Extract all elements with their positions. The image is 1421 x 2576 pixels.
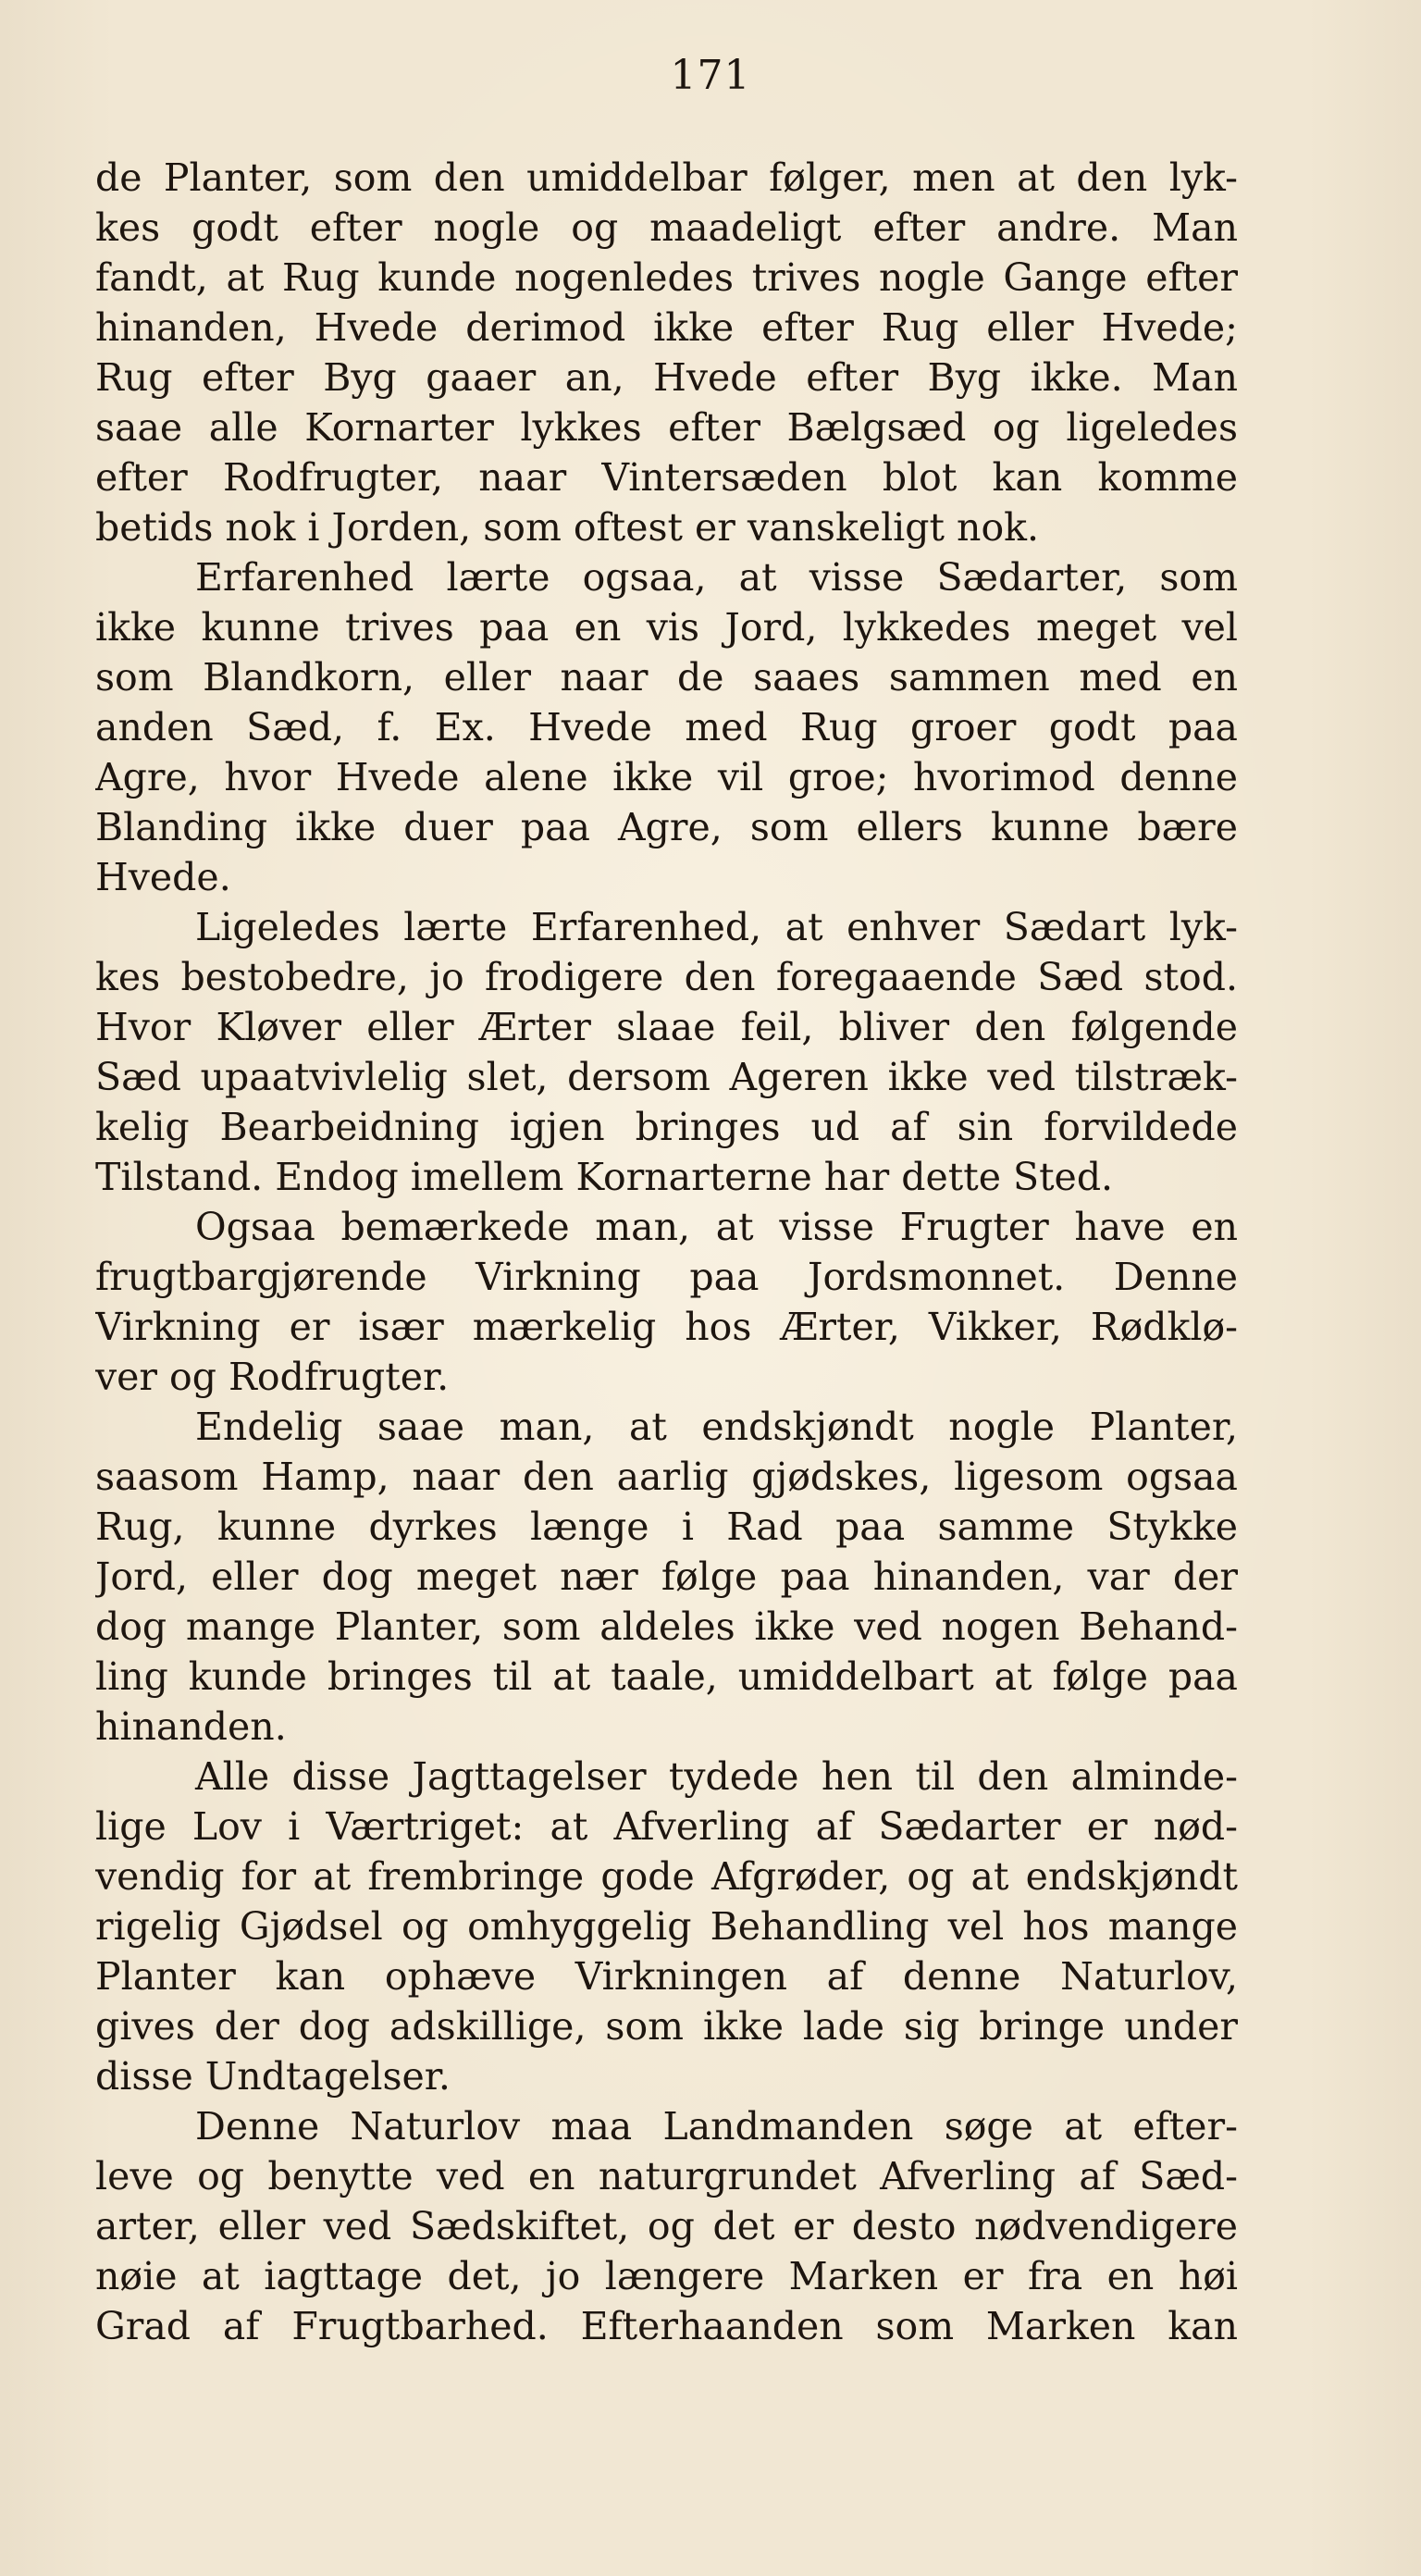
text-line: Sæd upaatvivlelig slet, dersom Ageren ikke ved tilstræk- bbox=[95, 1055, 1238, 1099]
text-line: saae alle Kornarter lykkes efter Bælgsæd og ligeledes bbox=[95, 405, 1238, 450]
text-line: anden Sæd, f. Ex. Hvede med Rug groer godt paa bbox=[95, 705, 1238, 749]
text-line: leve og benytte ved en naturgrundet Afverling af Sæd- bbox=[95, 2154, 1238, 2198]
text-line: fandt, at Rug kunde nogenledes trives nogle Gange efter bbox=[95, 255, 1238, 300]
text-line: Tilstand. Endog imellem Kornarterne har dette Sted. bbox=[95, 1155, 1114, 1199]
text-line: betids nok i Jorden, som oftest er vanskeligt nok. bbox=[95, 505, 1040, 550]
text-line: Grad af Frugtbarhed. Efterhaanden som Marken kan bbox=[95, 2304, 1238, 2348]
text-line: kes godt efter nogle og maadeligt efter andre. Man bbox=[95, 205, 1238, 250]
text-line: Blanding ikke duer paa Agre, som ellers kunne bære bbox=[95, 805, 1238, 849]
text-line: disse Undtagelser. bbox=[95, 2054, 451, 2099]
page-number: 171 bbox=[670, 52, 751, 99]
text-line: nøie at iagttage det, jo længere Marken er fra en høi bbox=[95, 2254, 1238, 2298]
text-line: frugtbargjørende Virkning paa Jordsmonnet. Denne bbox=[95, 1255, 1238, 1299]
text-line: ver og Rodfrugter. bbox=[95, 1355, 450, 1399]
text-line: kes bestobedre, jo frodigere den foregaaende Sæd stod. bbox=[95, 955, 1238, 999]
text-line: Hvede. bbox=[95, 855, 231, 899]
text-line: som Blandkorn, eller naar de saaes sammen med en bbox=[95, 655, 1238, 700]
text-line: Planter kan ophæve Virkningen af denne Naturlov, bbox=[95, 1954, 1238, 1999]
text-line: ling kunde bringes til at taale, umiddelbart at følge paa bbox=[95, 1654, 1238, 1699]
text-line: Erfarenhed lærte ogsaa, at visse Sædarter, som bbox=[195, 555, 1238, 600]
text-line: arter, eller ved Sædskiftet, og det er desto nødvendigere bbox=[95, 2204, 1238, 2248]
text-line: Jord, eller dog meget nær følge paa hinanden, var der bbox=[95, 1554, 1238, 1599]
text-line: Rug efter Byg gaaer an, Hvede efter Byg ikke. Man bbox=[95, 355, 1238, 400]
text-line: Hvor Kløver eller Ærter slaae feil, bliver den følgende bbox=[95, 1005, 1238, 1049]
text-line: Rug, kunne dyrkes længe i Rad paa samme Stykke bbox=[95, 1505, 1238, 1549]
text-line: dog mange Planter, som aldeles ikke ved nogen Behand- bbox=[95, 1604, 1238, 1649]
text-line: Virkning er især mærkelig hos Ærter, Vikker, Rødklø- bbox=[95, 1305, 1238, 1349]
text-line: kelig Bearbeidning igjen bringes ud af sin forvildede bbox=[95, 1105, 1238, 1149]
text-line: ikke kunne trives paa en vis Jord, lykkedes meget vel bbox=[95, 605, 1238, 650]
text-line: gives der dog adskillige, som ikke lade sig bringe under bbox=[95, 2004, 1238, 2049]
text-line: de Planter, som den umiddelbar følger, men at den lyk- bbox=[95, 155, 1238, 200]
text-line: Denne Naturlov maa Landmanden søge at efter- bbox=[195, 2104, 1238, 2149]
text-line: Agre, hvor Hvede alene ikke vil groe; hvorimod denne bbox=[95, 755, 1238, 799]
text-line: hinanden. bbox=[95, 1704, 287, 1749]
text-line: lige Lov i Værtriget: at Afverling af Sædarter er nød- bbox=[95, 1804, 1238, 1849]
text-line: Alle disse Jagttagelser tydede hen til den alminde- bbox=[195, 1754, 1238, 1799]
body-text bbox=[95, 153, 1238, 2351]
text-line: vendig for at frembringe gode Afgrøder, og at endskjøndt bbox=[95, 1854, 1238, 1899]
text-line: hinanden, Hvede derimod ikke efter Rug eller Hvede; bbox=[95, 305, 1238, 350]
text-line: Endelig saae man, at endskjøndt nogle Planter, bbox=[195, 1405, 1238, 1449]
text-line: efter Rodfrugter, naar Vintersæden blot kan komme bbox=[95, 455, 1238, 500]
text-line: Ogsaa bemærkede man, at visse Frugter have en bbox=[195, 1205, 1238, 1249]
text-line: Ligeledes lærte Erfarenhed, at enhver Sædart lyk- bbox=[195, 905, 1238, 949]
text-line: rigelig Gjødsel og omhyggelig Behandling vel hos mange bbox=[95, 1904, 1238, 1949]
text-line: saasom Hamp, naar den aarlig gjødskes, ligesom ogsaa bbox=[95, 1455, 1238, 1499]
